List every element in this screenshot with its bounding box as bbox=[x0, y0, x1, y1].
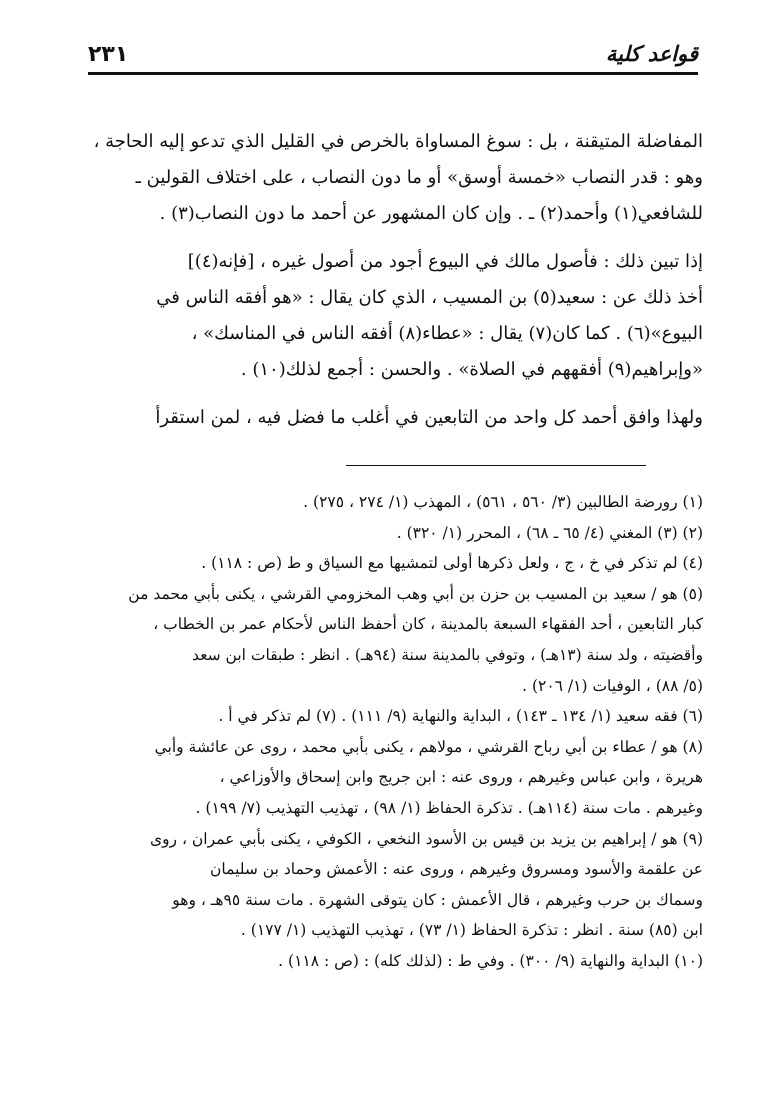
footnote-line: (١٠) البداية والنهاية (٩/ ٣٠٠) . وفي ط : (لذلك كله) : (ص : ١١٨) . bbox=[278, 951, 703, 970]
text-line: «وإبراهيم(٩) أفقههم في الصلاة» . والحسن : أجمع لذلك(١٠) . bbox=[240, 359, 703, 380]
footnote-line: عن علقمة والأسود ومسروق وغيرهم ، وروى عنه : الأعمش وحماد بن سليمان bbox=[210, 860, 703, 879]
page-header bbox=[88, 42, 698, 70]
footnote-line: كبار التابعين ، أحد الفقهاء السبعة بالمدينة ، كان أحفظ الناس لأحكام عمر بن الخطاب ، bbox=[153, 615, 703, 634]
footnote-line: (٤) لم تذكر في خ ، ج ، ولعل ذكرها أولى لتمشيها مع السياق و ط (ص : ١١٨) . bbox=[201, 554, 703, 573]
footnote-line: (٥/ ٨٨) ، الوفيات (١/ ٢٠٦) . bbox=[522, 676, 703, 695]
footnote-line: وغيرهم . مات سنة (١١٤هـ) . تذكرة الحفاظ (١/ ٩٨) ، تهذيب التهذيب (٧/ ١٩٩) . bbox=[195, 798, 703, 817]
footnote-separator bbox=[346, 465, 646, 466]
text-line: إذا تبين ذلك : فأصول مالك في البيوع أجود من أصول غيره ، [فإنه(٤)] bbox=[187, 251, 703, 272]
text-line: أخذ ذلك عن : سعيد(٥) بن المسيب ، الذي كان يقال : «هو أفقه الناس في bbox=[156, 287, 703, 308]
footnote-line: ابن (٨٥) سنة . انظر : تذكرة الحفاظ (١/ ٧٣) ، تهذيب التهذيب (١/ ١٧٧) . bbox=[240, 921, 703, 940]
running-title: قواعد كلية bbox=[605, 42, 698, 66]
footnotes bbox=[55, 487, 703, 977]
footnote-line: (٩) هو / إبراهيم بن يزيد بن قيس بن الأسود النخعي ، الكوفي ، يكنى بأبي عمران ، روى bbox=[149, 829, 703, 848]
text-line: البيوع»(٦) . كما كان(٧) يقال : «عطاء(٨) أفقه الناس في المناسك» ، bbox=[191, 323, 703, 344]
footnote-line: (٢) (٣) المغني (٤/ ٦٥ ـ ٦٨) ، المحرر (١/ ٣٢٠) . bbox=[396, 523, 703, 542]
footnote-line: (٥) هو / سعيد بن المسيب بن حزن بن أبي وهب المخزومي القرشي ، يكنى بأبي محمد من bbox=[128, 584, 703, 603]
header-rule bbox=[88, 72, 698, 75]
text-line: ولهذا وافق أحمد كل واحد من التابعين في أغلب ما فضل فيه ، لمن استقرأ bbox=[155, 407, 703, 428]
footnote-line: (٦) فقه سعيد (١/ ١٣٤ ـ ١٤٣) ، البداية والنهاية (٩/ ١١١) . (٧) لم تذكر في أ . bbox=[218, 707, 703, 726]
text-line: للشافعي(١) وأحمد(٢) ـ . وإن كان المشهور عن أحمد ما دون النصاب(٣) . bbox=[159, 203, 703, 224]
paragraph-gap bbox=[55, 388, 703, 400]
footnote-line: (٨) هو / عطاء بن أبي رباح القرشي ، مولاهم ، يكنى بأبي محمد ، روى عن عائشة وأبي bbox=[154, 737, 703, 756]
paragraph-gap bbox=[55, 232, 703, 244]
text-line: المفاضلة المتيقنة ، بل : سوغ المساواة بالخرص في القليل الذي تدعو إليه الحاجة ، bbox=[93, 131, 703, 152]
main-text bbox=[55, 124, 703, 436]
page-number: ٢٣١ bbox=[88, 42, 129, 67]
footnote-line: وسماك بن حرب وغيرهم ، قال الأعمش : كان يتوقى الشهرة . مات سنة ٩٥هـ ، وهو bbox=[172, 890, 703, 909]
text-line: وهو : قدر النصاب «خمسة أوسق» أو ما دون النصاب ، على اختلاف القولين ـ bbox=[135, 167, 703, 188]
footnote-line: وأقضيته ، ولد سنة (١٣هـ) ، وتوفي بالمدينة سنة (٩٤هـ) . انظر : طبقات ابن سعد bbox=[192, 645, 703, 664]
footnote-line: هريرة ، وابن عباس وغيرهم ، وروى عنه : ابن جريج وابن إسحاق والأوزاعي ، bbox=[219, 768, 703, 787]
footnote-line: (١) رورضة الطالبين (٣/ ٥٦٠ ، ٥٦١) ، المهذب (١/ ٢٧٤ ، ٢٧٥) . bbox=[303, 493, 703, 511]
